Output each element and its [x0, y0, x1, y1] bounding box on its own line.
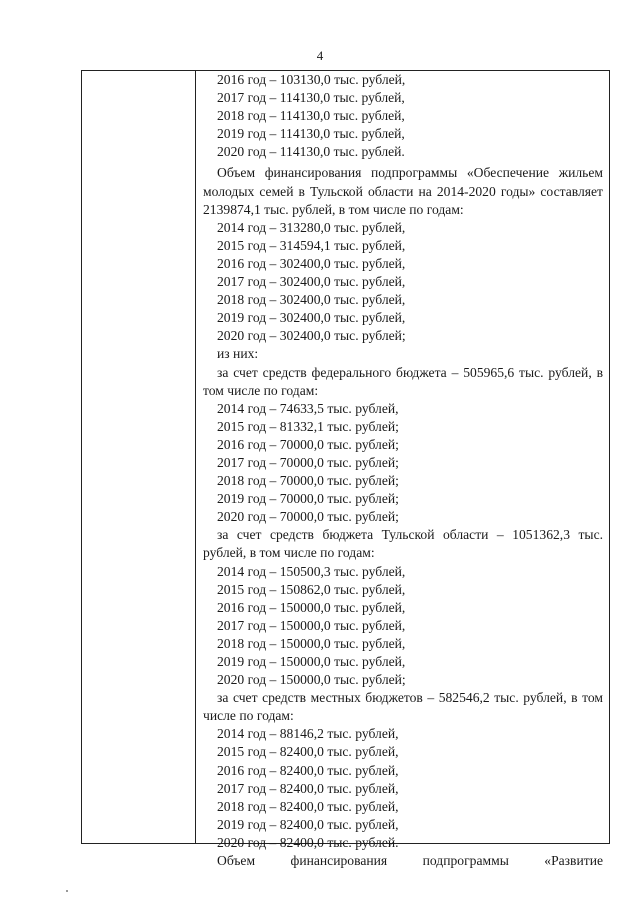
year-line: 2017 год – 150000,0 тыс. рублей,	[217, 617, 406, 633]
year-line: 2018 год – 114130,0 тыс. рублей,	[217, 108, 405, 124]
year-line: 2014 год – 150500,3 тыс. рублей,	[217, 563, 406, 579]
year-line: 2014 год – 313280,0 тыс. рублей,	[217, 219, 406, 235]
year-line: 2016 год – 82400,0 тыс. рублей,	[217, 762, 399, 778]
year-line: 2016 год – 103130,0 тыс. рублей,	[217, 72, 406, 87]
year-line: 2015 год – 314594,1 тыс. рублей,	[217, 237, 406, 253]
funding-list-regional	[203, 563, 603, 690]
year-line: 2020 год – 150000,0 тыс. рублей;	[217, 672, 406, 688]
scan-speck	[66, 890, 68, 892]
funding-list-continued	[203, 71, 603, 161]
year-line: 2016 год – 302400,0 тыс. рублей,	[217, 255, 406, 271]
year-line: 2018 год – 70000,0 тыс. рублей;	[217, 473, 399, 489]
of-them-label: из них:	[217, 346, 259, 362]
year-line: 2019 год – 114130,0 тыс. рублей,	[217, 126, 405, 142]
year-line: 2016 год – 70000,0 тыс. рублей;	[217, 436, 399, 452]
year-line: 2019 год – 82400,0 тыс. рублей,	[217, 816, 399, 832]
year-line: 2015 год – 150862,0 тыс. рублей,	[217, 581, 406, 597]
year-line: 2015 год – 81332,1 тыс. рублей;	[217, 418, 399, 434]
funding-list-local	[203, 725, 603, 852]
year-line: 2020 год – 82400,0 тыс. рублей.	[217, 834, 399, 850]
year-line: 2017 год – 82400,0 тыс. рублей,	[217, 780, 399, 796]
year-line: 2014 год – 88146,2 тыс. рублей,	[217, 726, 399, 742]
year-line: 2020 год – 302400,0 тыс. рублей;	[217, 328, 406, 344]
year-line: 2019 год – 150000,0 тыс. рублей,	[217, 654, 406, 669]
paragraph-local-funding: за счет средств местных бюджетов – 582546,2 тыс. рублей, в том числе по годам:	[203, 690, 603, 724]
year-line: 2019 год – 70000,0 тыс. рублей;	[217, 491, 399, 507]
year-line: 2015 год – 82400,0 тыс. рублей,	[217, 744, 399, 760]
year-line: 2018 год – 82400,0 тыс. рублей,	[217, 798, 399, 814]
paragraph-total-funding: Объем финансирования подпрограммы «Обеспечение жильем молодых семей в Тульской области на 2014-2020 годы» составляет 2139874,1 тыс. рублей, в том числе по годам:	[203, 165, 603, 217]
year-line: 2020 год – 114130,0 тыс. рублей.	[217, 144, 405, 160]
paragraph-next-subprogram: Объем финансирования подпрограммы «Развитие	[217, 853, 603, 869]
year-line: 2018 год – 302400,0 тыс. рублей,	[217, 292, 406, 308]
table-content-cell	[203, 71, 603, 870]
funding-list-federal	[203, 400, 603, 527]
year-line: 2017 год – 302400,0 тыс. рублей,	[217, 274, 406, 290]
year-line: 2017 год – 114130,0 тыс. рублей,	[217, 90, 405, 106]
column-divider	[195, 71, 196, 843]
funding-list-total	[203, 219, 603, 346]
year-line: 2020 год – 70000,0 тыс. рублей;	[217, 509, 399, 525]
year-line: 2014 год – 74633,5 тыс. рублей,	[217, 400, 399, 416]
year-line: 2019 год – 302400,0 тыс. рублей,	[217, 310, 406, 326]
paragraph-regional-funding: за счет средств бюджета Тульской области – 1051362,3 тыс. рублей, в том числе по годам:	[203, 527, 603, 561]
year-line: 2018 год – 150000,0 тыс. рублей,	[217, 635, 406, 651]
year-line: 2016 год – 150000,0 тыс. рублей,	[217, 599, 406, 615]
document-table	[81, 70, 610, 869]
page-number: 4	[316, 48, 324, 63]
paragraph-federal-funding: за счет средств федерального бюджета – 505965,6 тыс. рублей, в том числе по годам:	[203, 364, 603, 398]
year-line: 2017 год – 70000,0 тыс. рублей;	[217, 454, 399, 470]
